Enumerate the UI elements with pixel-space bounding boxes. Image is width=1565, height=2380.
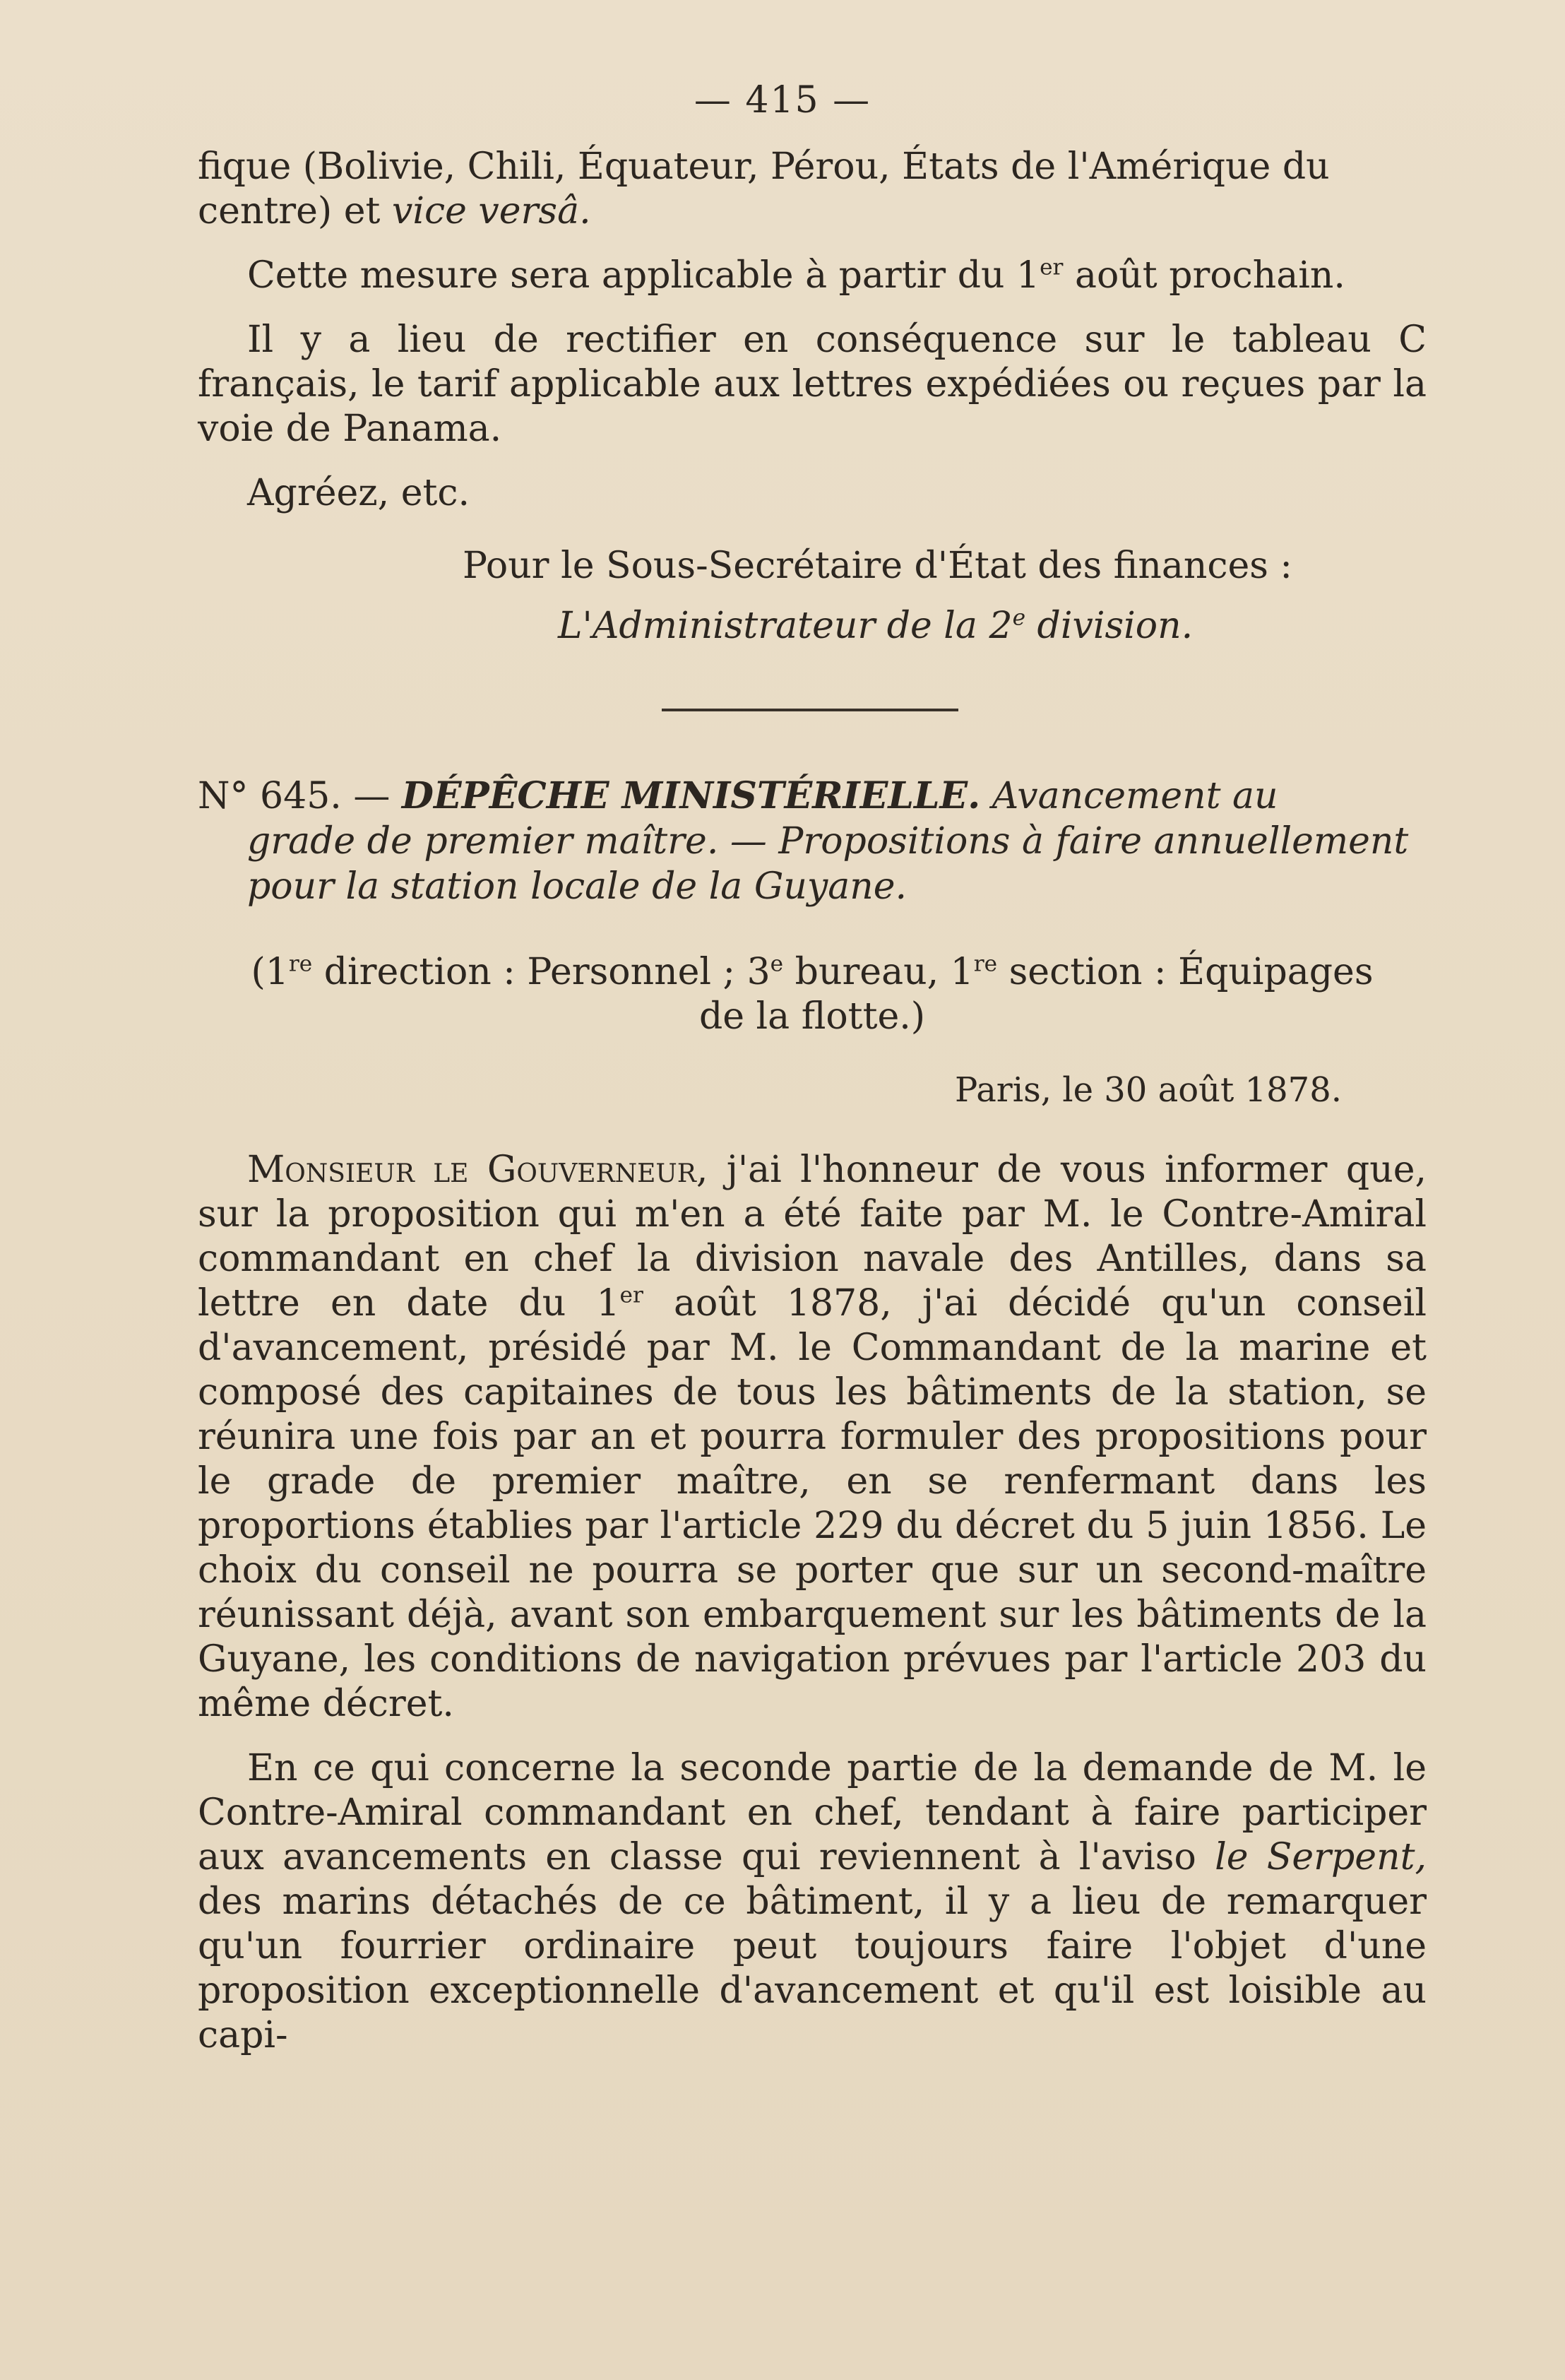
- body-paragraph-1-b: août 1878, j'ai décidé qu'un conseil d'avancement, présidé par M. le Commandant de la marine et composé des capitaines de tous les bâtiments de la station, se réunira une fois par an et pourra formuler des propositions pour le grade de premier maître, en se renfermant dans les proportions établies par l'article 229 du décret du 5 juin 1856. Le choix du conseil ne pourra se porter que sur un second-maître réunissant déjà, avant son embarquement sur les bâtiments de la Guyane, les conditions de navigation prévues par l'article 203 du même décret.: [198, 1282, 1427, 1725]
- intro-paragraph-1-italic: vice versâ.: [391, 190, 591, 232]
- intro-paragraph-2-text-a: Cette mesure sera applicable à partir du 1: [247, 254, 1040, 297]
- body-paragraph-2-b: des marins détachés de ce bâtiment, il y a lieu de remarquer qu'un fourrier ordinaire peut toujours faire l'objet d'une proposition exceptionnelle d'avancement et qu'il est loisible au capi-: [198, 1881, 1427, 2056]
- body-paragraph-2-a: En ce qui concerne la seconde partie de la demande de M. le Contre-Amiral commandant en chef, tendant à faire participer aux avancements en classe qui reviennent à l'aviso: [198, 1747, 1427, 1878]
- intro-paragraph-1-line-1: fique (Bolivie, Chili, Équateur, Pérou, États de l'Amérique du: [198, 146, 1330, 188]
- direction-line-2: de la flotte.): [698, 995, 926, 1038]
- direction-part-4: section : Équipages: [997, 951, 1374, 993]
- direction-sup-3: re: [973, 951, 998, 977]
- dispatch-subtitle-3: pour la station locale de la Guyane.: [247, 865, 908, 908]
- body-paragraph-1-sup: er: [619, 1282, 643, 1308]
- signature-line-2-sup: e: [1012, 605, 1026, 631]
- signature-line-2-a: L'Administrateur de la 2: [558, 605, 1013, 647]
- intro-paragraph-3: Il y a lieu de rectifier en conséquence sur le tableau C français, le tarif applicable aux lettres expédiées ou reçues par la voie de Panama.: [198, 319, 1427, 450]
- body-paragraph-2: [198, 1746, 1427, 2058]
- direction-part-1: (1: [251, 951, 289, 993]
- body-section: [198, 1148, 1427, 2058]
- page-number: — 415 —: [694, 79, 871, 122]
- intro-paragraph-1-line-2: centre) et: [198, 190, 392, 232]
- salutation: Monsieur le Gouverneur: [247, 1149, 696, 1191]
- intro-paragraph-2-text-b: août prochain.: [1063, 254, 1345, 297]
- direction-sup-2: e: [770, 951, 784, 977]
- intro-section: [198, 145, 1427, 516]
- body-paragraph-1: [198, 1148, 1427, 1727]
- dateline: Paris, le 30 août 1878.: [955, 1070, 1342, 1110]
- dispatch-number: N° 645. —: [198, 775, 402, 817]
- intro-paragraph-4: Agréez, etc.: [247, 472, 470, 514]
- dispatch-heading: [198, 774, 1427, 909]
- direction-part-3: bureau, 1: [783, 951, 974, 993]
- dispatch-title: DÉPÊCHE MINISTÉRIELLE.: [401, 774, 981, 817]
- intro-paragraph-1: [198, 145, 1427, 234]
- signature-line-1: Pour le Sous-Secrétaire d'État des finances :: [463, 545, 1292, 587]
- signature-line-2: [558, 604, 1405, 649]
- section-divider: [662, 709, 958, 711]
- signature-line-2-b: division.: [1025, 605, 1194, 647]
- direction-part-2: direction : Personnel ; 3: [312, 951, 770, 993]
- direction-sup-1: re: [288, 951, 313, 977]
- direction-note: [194, 950, 1430, 1039]
- body-paragraph-2-italic: le Serpent,: [1215, 1836, 1427, 1878]
- dispatch-subtitle-2: grade de premier maître. — Propositions à faire annuellement: [247, 820, 1409, 863]
- body-paragraph-1-a: , j'ai l'honneur de vous informer que, sur la proposition qui m'en a été faite par M. le Contre-Amiral commandant en chef la division navale des Antilles, dans sa lettre en date du 1: [198, 1149, 1427, 1325]
- intro-paragraph-2-sup: er: [1040, 254, 1064, 280]
- dispatch-subtitle-1: Avancement au: [980, 775, 1278, 817]
- intro-paragraph-2: [198, 254, 1427, 298]
